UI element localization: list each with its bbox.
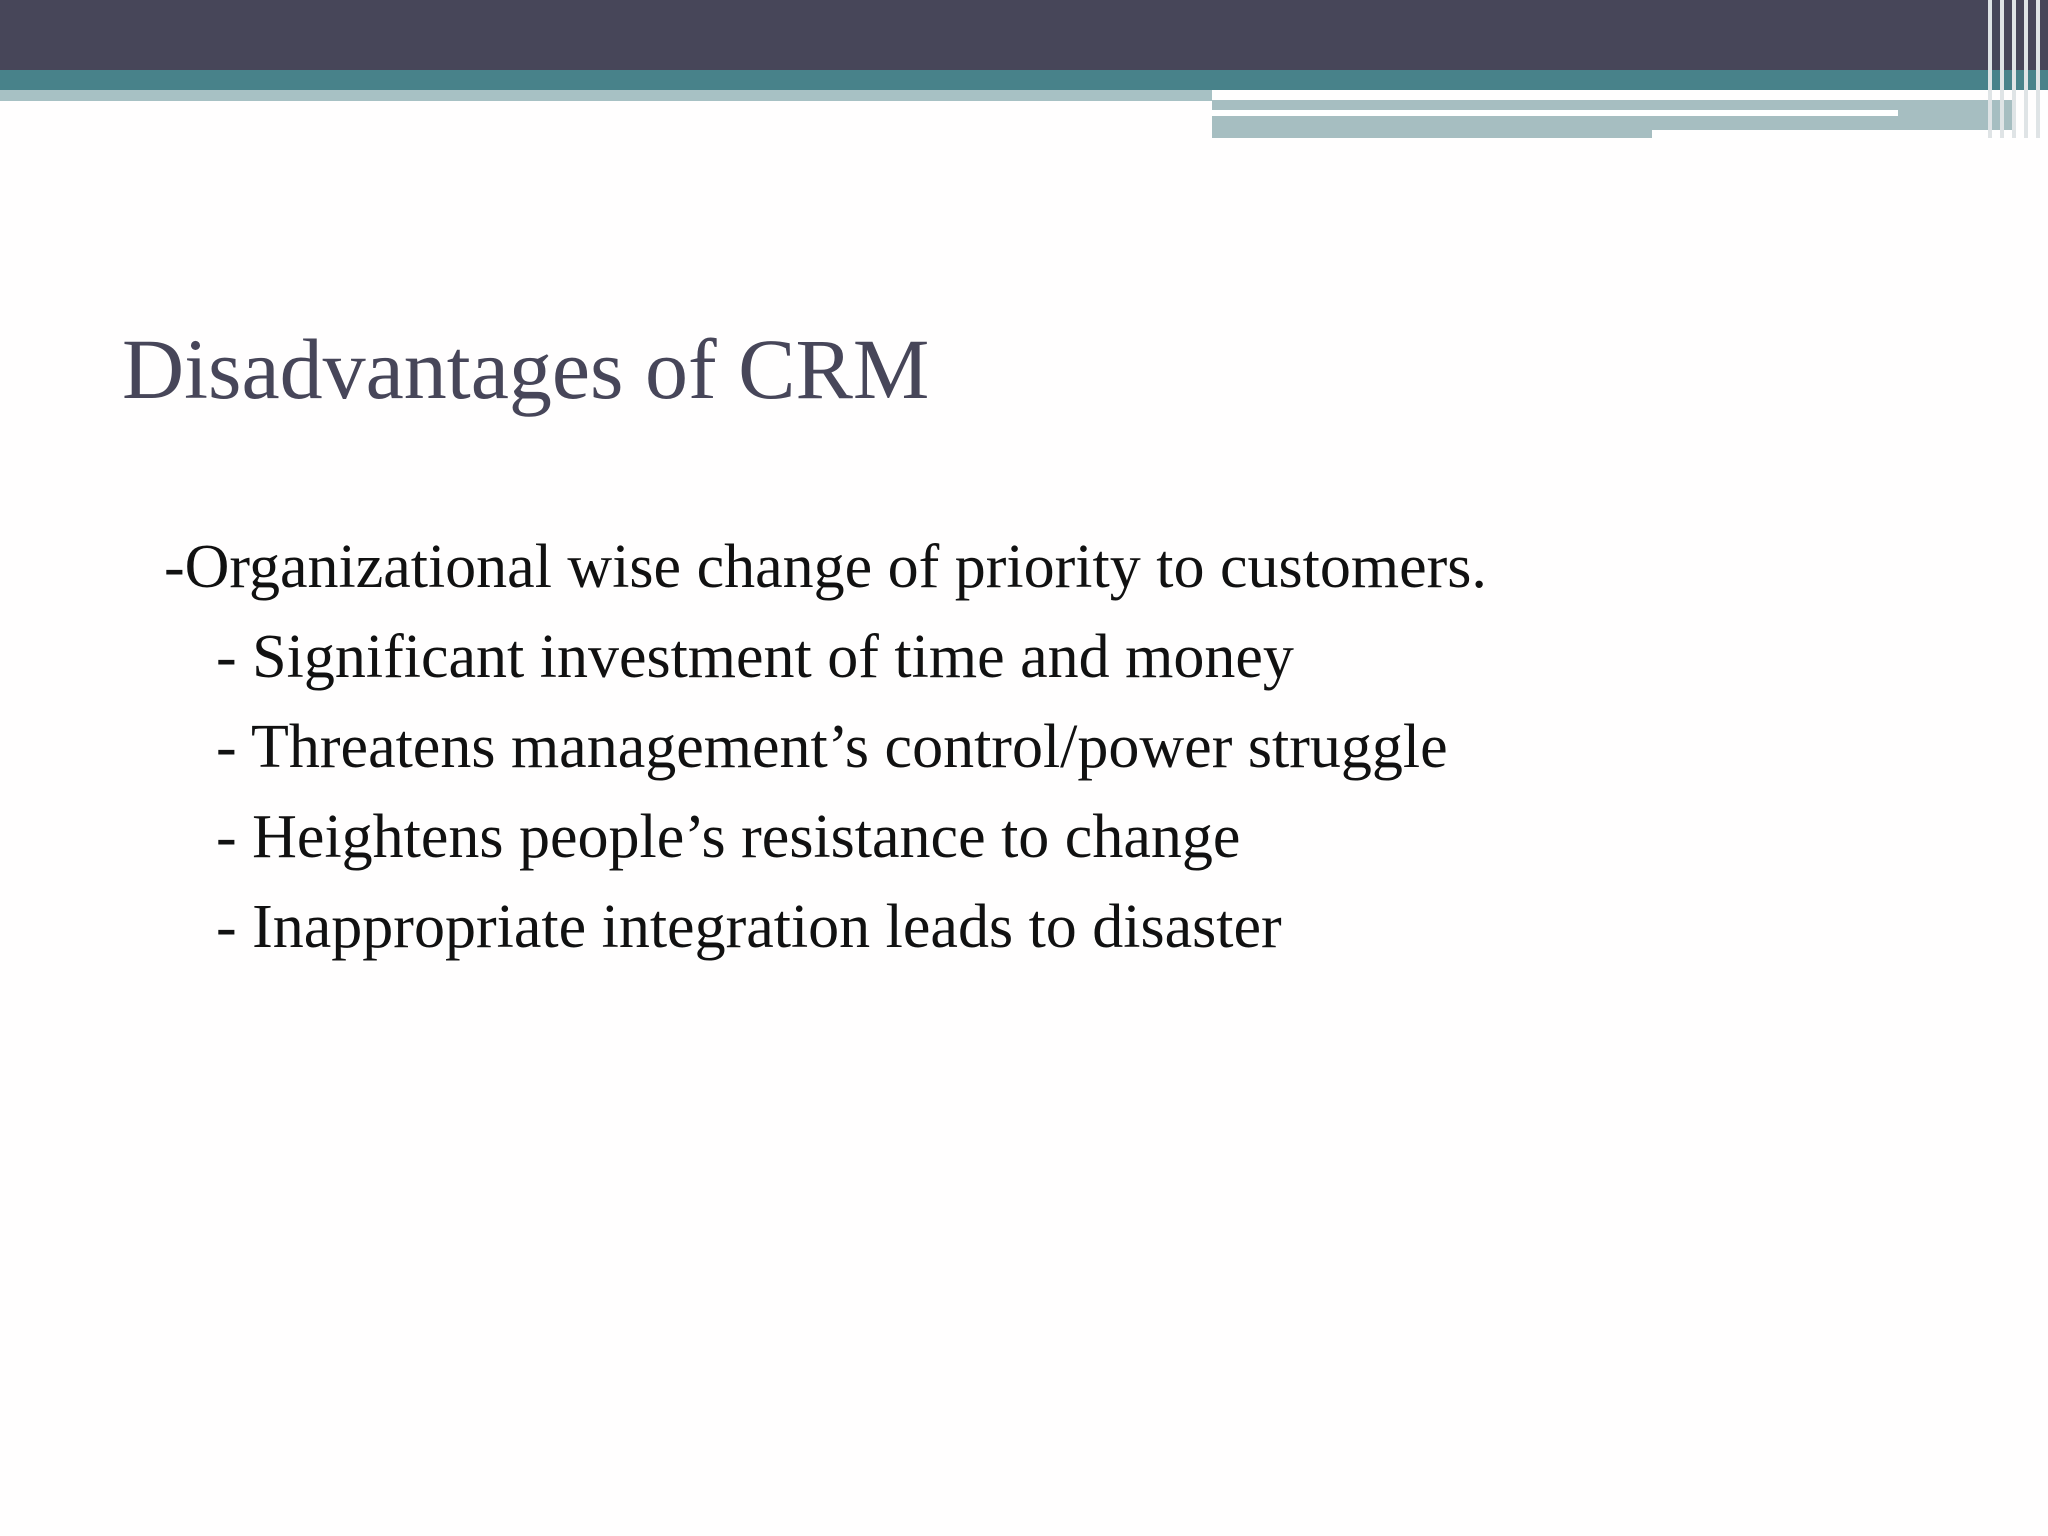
bullet-point: - Heightens people’s resistance to change: [216, 803, 1241, 871]
header-band-teal: [0, 70, 2048, 90]
bullet-point: - Significant investment of time and money: [216, 623, 1294, 691]
header-band-dark: [0, 0, 2048, 70]
header-white-line: [1212, 110, 1898, 116]
bullet-point: - Inappropriate integration leads to disaster: [216, 893, 1282, 961]
edge-stripe: [2024, 0, 2028, 138]
lead-point: -Organizational wise change of priority to customers.: [164, 533, 1487, 601]
edge-stripe: [2000, 0, 2004, 138]
edge-stripe: [1988, 0, 1992, 138]
bullet-point: - Threatens management’s control/power struggle: [216, 713, 1448, 781]
slide-body: [164, 522, 1487, 972]
header-band-light-left: [0, 90, 1212, 101]
edge-stripe: [2012, 0, 2016, 138]
edge-stripe: [2036, 0, 2040, 138]
slide-title: Disadvantages of CRM: [122, 321, 930, 417]
